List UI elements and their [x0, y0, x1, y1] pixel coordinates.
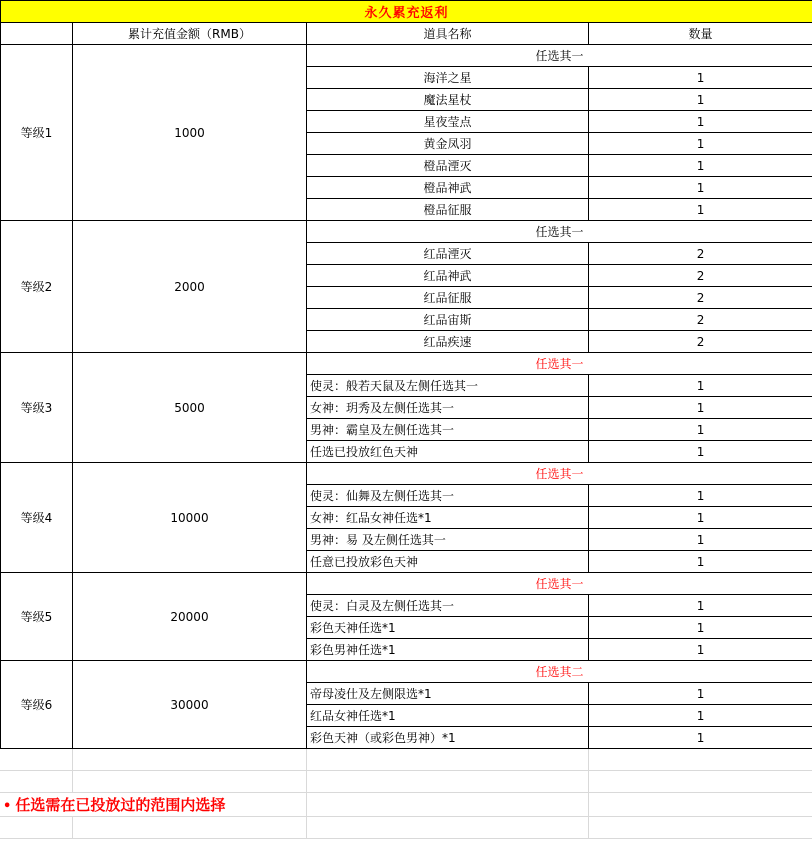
amount-cell: 20000 — [73, 573, 307, 661]
empty-cell — [72, 771, 306, 793]
chooser-cell: 任选其二 — [307, 661, 812, 683]
item-qty-cell: 1 — [589, 485, 812, 507]
bullet-icon: • — [3, 799, 12, 814]
item-qty-cell: 1 — [589, 419, 812, 441]
item-name-cell: 使灵：般若天鼠及左侧任选其一 — [307, 375, 589, 397]
empty-cell — [72, 817, 306, 839]
item-qty-cell: 1 — [589, 375, 812, 397]
item-name-cell: 红品宙斯 — [307, 309, 589, 331]
item-name-cell: 橙品征服 — [307, 199, 589, 221]
item-qty-cell: 1 — [589, 683, 812, 705]
header-item-cell: 道具名称 — [307, 23, 589, 45]
item-qty-cell: 1 — [589, 133, 812, 155]
empty-cell — [306, 793, 588, 817]
item-qty-cell: 2 — [589, 287, 812, 309]
header-row — [1, 23, 812, 45]
empty-cell — [588, 793, 812, 817]
empty-cell — [306, 749, 588, 771]
item-name-cell: 红品女神任选*1 — [307, 705, 589, 727]
chooser-row — [1, 463, 812, 485]
empty-cell — [588, 817, 812, 839]
chooser-row — [1, 45, 812, 67]
empty-cell — [588, 749, 812, 771]
item-qty-cell: 1 — [589, 595, 812, 617]
level-cell: 等级5 — [1, 573, 73, 661]
level-cell: 等级4 — [1, 463, 73, 573]
item-name-cell: 红品神武 — [307, 265, 589, 287]
empty-cell — [0, 749, 72, 771]
amount-cell: 10000 — [73, 463, 307, 573]
item-qty-cell: 1 — [589, 67, 812, 89]
item-name-cell: 男神：易 及左侧任选其一 — [307, 529, 589, 551]
chooser-row — [1, 221, 812, 243]
empty-row — [0, 771, 812, 793]
item-name-cell: 使灵：仙舞及左侧任选其一 — [307, 485, 589, 507]
item-qty-cell: 2 — [589, 331, 812, 353]
item-name-cell: 红品疾速 — [307, 331, 589, 353]
item-name-cell: 女神：玥秀及左侧任选其一 — [307, 397, 589, 419]
header-qty-cell: 数量 — [589, 23, 812, 45]
empty-row — [0, 817, 812, 839]
item-name-cell: 任意已投放彩色天神 — [307, 551, 589, 573]
item-name-cell: 星夜莹点 — [307, 111, 589, 133]
empty-row — [0, 749, 812, 771]
amount-cell: 5000 — [73, 353, 307, 463]
chooser-row — [1, 353, 812, 375]
empty-cell — [0, 771, 72, 793]
item-qty-cell: 1 — [589, 617, 812, 639]
footnote-text: 任选需在已投放过的范围内选择 — [15, 796, 226, 814]
chooser-row — [1, 661, 812, 683]
item-name-cell: 橙品湮灭 — [307, 155, 589, 177]
level-cell: 等级2 — [1, 221, 73, 353]
item-qty-cell: 2 — [589, 243, 812, 265]
item-name-cell: 红品征服 — [307, 287, 589, 309]
item-name-cell: 彩色男神任选*1 — [307, 639, 589, 661]
chooser-cell: 任选其一 — [307, 353, 812, 375]
item-name-cell: 使灵：白灵及左侧任选其一 — [307, 595, 589, 617]
item-qty-cell: 1 — [589, 507, 812, 529]
item-qty-cell: 1 — [589, 199, 812, 221]
item-qty-cell: 1 — [589, 177, 812, 199]
level-cell: 等级3 — [1, 353, 73, 463]
item-name-cell: 魔法星杖 — [307, 89, 589, 111]
empty-cell — [306, 817, 588, 839]
item-qty-cell: 1 — [589, 727, 812, 749]
empty-cell — [72, 749, 306, 771]
chooser-cell: 任选其一 — [307, 573, 812, 595]
rebate-table-body — [1, 45, 812, 749]
item-qty-cell: 1 — [589, 155, 812, 177]
header-amount-cell: 累计充值金额（RMB） — [73, 23, 307, 45]
chooser-cell: 任选其一 — [307, 463, 812, 485]
item-name-cell: 海洋之星 — [307, 67, 589, 89]
item-qty-cell: 2 — [589, 309, 812, 331]
item-qty-cell: 1 — [589, 551, 812, 573]
item-name-cell: 彩色天神（或彩色男神）*1 — [307, 727, 589, 749]
empty-cell — [306, 771, 588, 793]
chooser-row — [1, 573, 812, 595]
footnote — [0, 793, 306, 817]
empty-cell — [588, 771, 812, 793]
item-qty-cell: 1 — [589, 639, 812, 661]
chooser-cell: 任选其一 — [307, 221, 812, 243]
item-qty-cell: 1 — [589, 441, 812, 463]
chooser-cell: 任选其一 — [307, 45, 812, 67]
item-name-cell: 红品湮灭 — [307, 243, 589, 265]
item-name-cell: 任选已投放红色天神 — [307, 441, 589, 463]
item-qty-cell: 1 — [589, 529, 812, 551]
item-name-cell: 女神：红品女神任选*1 — [307, 507, 589, 529]
item-qty-cell: 2 — [589, 265, 812, 287]
footer-rows — [0, 749, 812, 839]
footnote-row — [0, 793, 812, 817]
header-level-cell — [1, 23, 73, 45]
level-cell: 等级6 — [1, 661, 73, 749]
item-name-cell: 男神：霸皇及左侧任选其一 — [307, 419, 589, 441]
empty-cell — [0, 817, 72, 839]
title-row — [1, 1, 812, 23]
item-qty-cell: 1 — [589, 397, 812, 419]
item-name-cell: 帝母凌仕及左侧限选*1 — [307, 683, 589, 705]
item-name-cell: 彩色天神任选*1 — [307, 617, 589, 639]
item-qty-cell: 1 — [589, 705, 812, 727]
page-title: 永久累充返利 — [1, 1, 812, 23]
amount-cell: 1000 — [73, 45, 307, 221]
level-cell: 等级1 — [1, 45, 73, 221]
item-name-cell: 黄金凤羽 — [307, 133, 589, 155]
item-qty-cell: 1 — [589, 111, 812, 133]
item-qty-cell: 1 — [589, 89, 812, 111]
item-name-cell: 橙品神武 — [307, 177, 589, 199]
amount-cell: 30000 — [73, 661, 307, 749]
amount-cell: 2000 — [73, 221, 307, 353]
